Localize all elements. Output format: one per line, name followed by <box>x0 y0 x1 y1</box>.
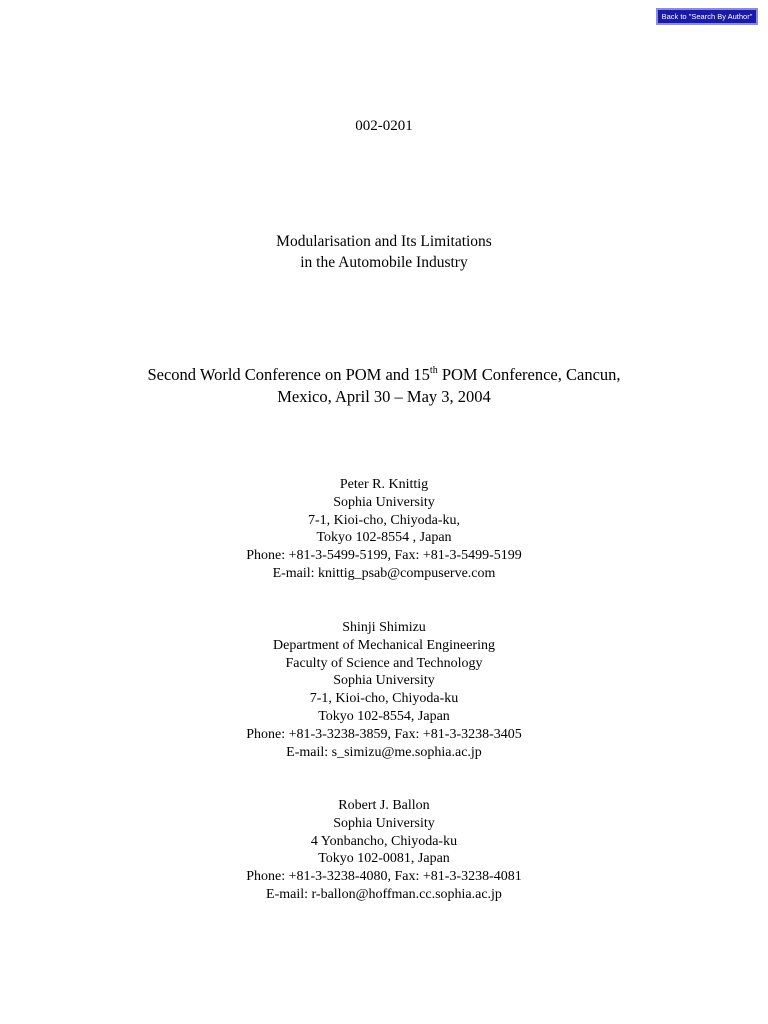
author-city: Tokyo 102-8554, Japan <box>318 708 450 724</box>
author-affiliation: Sophia University <box>333 673 435 689</box>
back-to-search-by-author-button[interactable]: Back to "Search By Author" <box>656 8 758 25</box>
conference-ordinal-suffix: th <box>429 364 438 376</box>
author-email: E-mail: r-ballon@hoffman.cc.sophia.ac.jp <box>266 886 502 902</box>
author-address: 7-1, Kioi-cho, Chiyoda-ku, <box>307 512 461 528</box>
paper-title-line-2: in the Automobile Industry <box>300 254 468 271</box>
author-city: Tokyo 102-0081, Japan <box>318 851 450 867</box>
author-name: Shinji Shimizu <box>342 620 426 635</box>
author-address: 4 Yonbancho, Chiyoda-ku <box>310 833 458 849</box>
conference-line-1-end: POM Conference, Cancun, <box>437 365 621 384</box>
paper-title-line-1: Modularisation and Its Limitations <box>276 233 492 250</box>
author-email: E-mail: s_simizu@me.sophia.ac.jp <box>286 744 482 760</box>
author-address: 7-1, Kioi-cho, Chiyoda-ku <box>309 691 459 707</box>
author-city: Tokyo 102-8554 , Japan <box>316 530 452 546</box>
author-email: E-mail: knittig_psab@compuserve.com <box>272 565 496 581</box>
author-block-shimizu <box>0 619 768 761</box>
author-faculty: Faculty of Science and Technology <box>285 655 483 671</box>
author-affiliation: Sophia University <box>333 815 435 831</box>
author-name: Peter R. Knittig <box>339 477 429 492</box>
author-phone-fax: Phone: +81-3-5499-5199, Fax: +81-3-5499-5199 <box>246 548 522 564</box>
author-block-knittig <box>0 476 768 583</box>
author-phone-fax: Phone: +81-3-3238-4080, Fax: +81-3-3238-4081 <box>246 869 522 885</box>
conference-info <box>0 364 768 408</box>
conference-line-2: Mexico, April 30 – May 3, 2004 <box>277 387 491 406</box>
paper-title <box>0 231 768 273</box>
conference-line-1-start: Second World Conference on POM and 15 <box>147 365 430 384</box>
conference-line-1 <box>0 364 768 386</box>
author-phone-fax: Phone: +81-3-3238-3859, Fax: +81-3-3238-3405 <box>246 726 522 742</box>
author-affiliation: Sophia University <box>333 494 435 510</box>
author-name: Robert J. Ballon <box>338 798 430 813</box>
author-block-ballon <box>0 797 768 904</box>
paper-id: 002-0201 <box>355 118 413 134</box>
author-department: Department of Mechanical Engineering <box>273 637 495 653</box>
